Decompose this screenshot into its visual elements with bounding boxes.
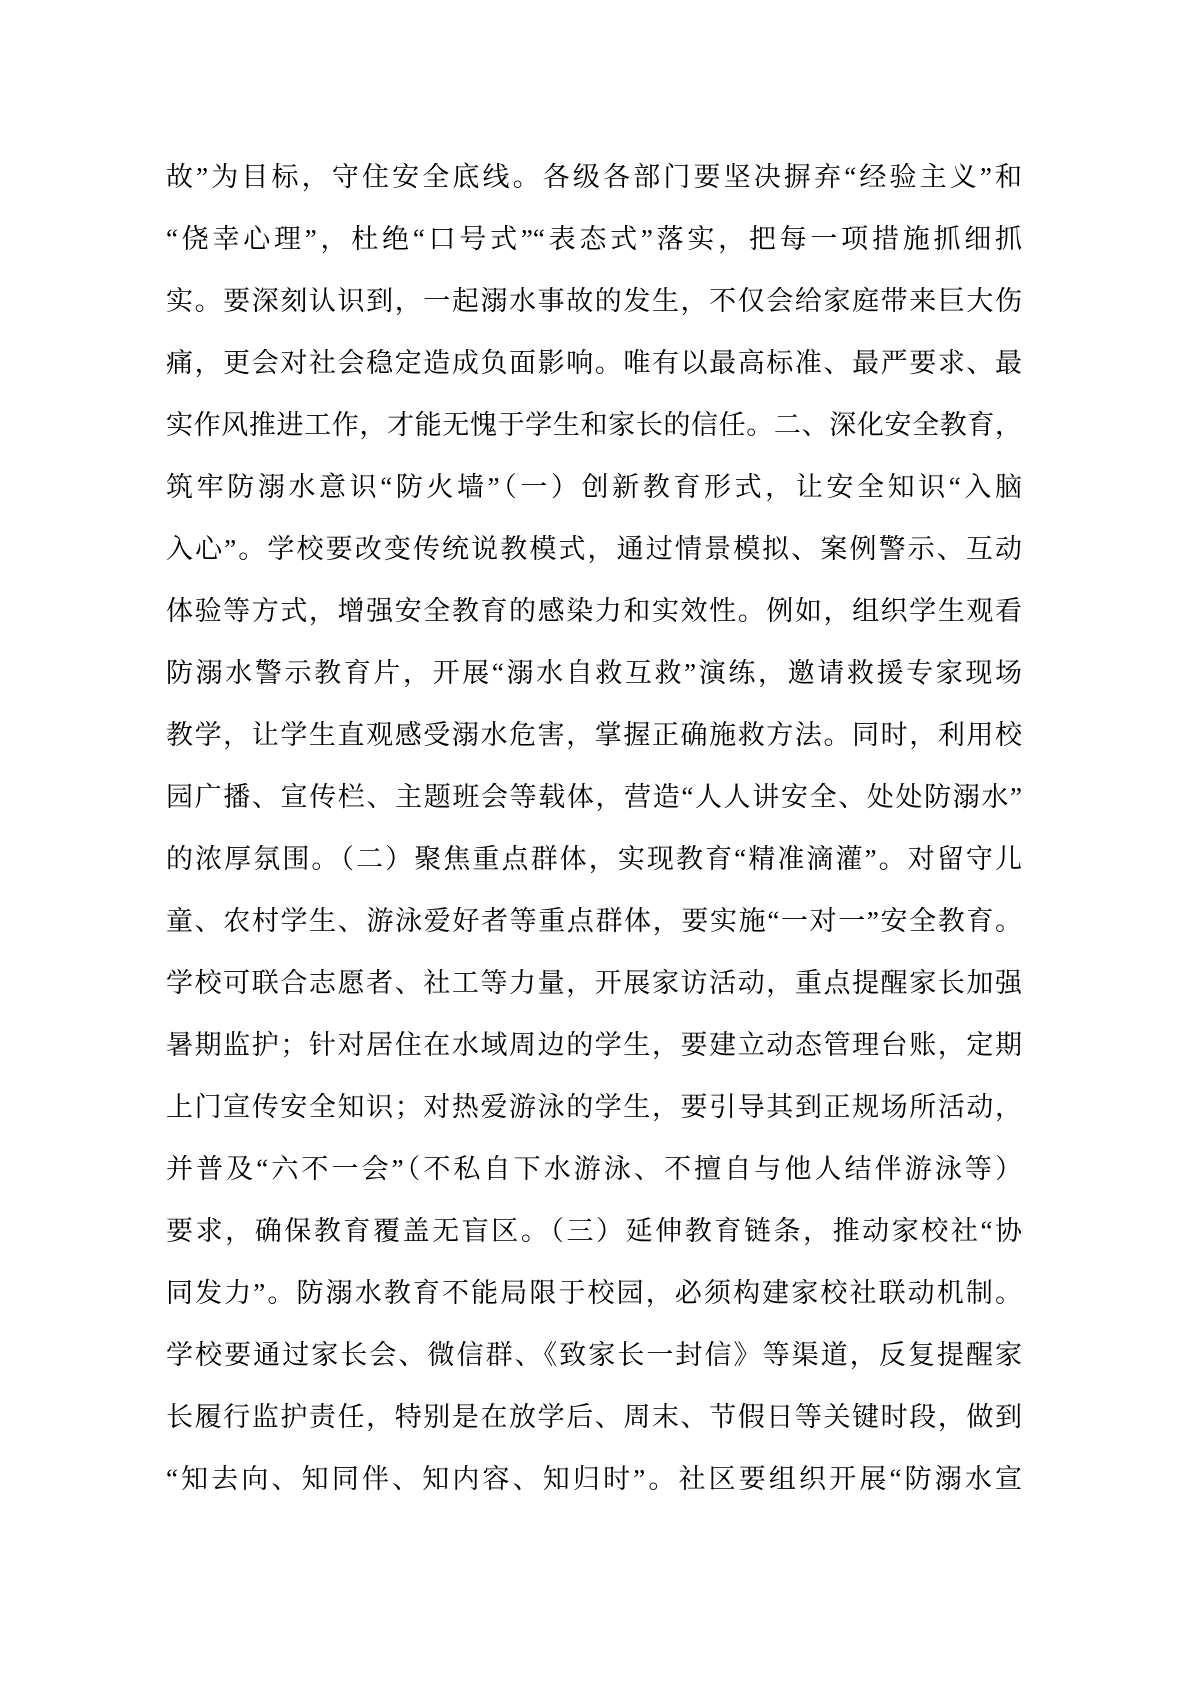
text-line: 并普及“六不一会”（不私自下水游泳、不擅自与他人结伴游泳等）: [166, 1154, 1022, 1184]
text-line: 园广播、宣传栏、主题班会等载体，营造“人人讲安全、处处防溺水”: [166, 782, 1022, 812]
text-line: 实。要深刻认识到，一起溺水事故的发生，不仅会给家庭带来巨大伤: [166, 286, 1022, 316]
text-line: 故”为目标，守住安全底线。各级各部门要坚决摒弃“经验主义”和: [166, 162, 1022, 192]
text-line: 教学，让学生直观感受溺水危害，掌握正确施救方法。同时，利用校: [166, 720, 1022, 750]
text-line: 痛，更会对社会稳定造成负面影响。唯有以最高标准、最严要求、最: [166, 348, 1022, 378]
text-line: 筑牢防溺水意识“防火墙”（一）创新教育形式，让安全知识“入脑: [166, 472, 1022, 502]
text-line: 体验等方式，增强安全教育的感染力和实效性。例如，组织学生观看: [166, 596, 1022, 626]
text-line: 暑期监护；针对居住在水域周边的学生，要建立动态管理台账，定期: [166, 1030, 1022, 1060]
text-line: 实作风推进工作，才能无愧于学生和家长的信任。二、深化安全教育，: [166, 410, 1022, 440]
text-line: 学校可联合志愿者、社工等力量，开展家访活动，重点提醒家长加强: [166, 968, 1022, 998]
text-line: 的浓厚氛围。（二）聚焦重点群体，实现教育“精准滴灌”。对留守儿: [166, 844, 1022, 874]
text-line: “知去向、知同伴、知内容、知归时”。社区要组织开展“防溺水宣: [166, 1464, 1022, 1494]
text-line: 同发力”。防溺水教育不能局限于校园，必须构建家校社联动机制。: [166, 1278, 1022, 1308]
text-line: 要求，确保教育覆盖无盲区。（三）延伸教育链条，推动家校社“协: [166, 1216, 1022, 1246]
paragraph-body: [166, 146, 1022, 1510]
text-line: “侥幸心理”，杜绝“口号式”“表态式”落实，把每一项措施抓细抓: [166, 224, 1022, 254]
text-line: 长履行监护责任，特别是在放学后、周末、节假日等关键时段，做到: [166, 1402, 1022, 1432]
text-line: 入心”。学校要改变传统说教模式，通过情景模拟、案例警示、互动: [166, 534, 1022, 564]
text-line: 童、农村学生、游泳爱好者等重点群体，要实施“一对一”安全教育。: [166, 906, 1022, 936]
text-line: 上门宣传安全知识；对热爱游泳的学生，要引导其到正规场所活动，: [166, 1092, 1022, 1122]
text-line: 学校要通过家长会、微信群、《致家长一封信》等渠道，反复提醒家: [166, 1340, 1022, 1370]
text-line: 防溺水警示教育片，开展“溺水自救互救”演练，邀请救援专家现场: [166, 658, 1022, 688]
